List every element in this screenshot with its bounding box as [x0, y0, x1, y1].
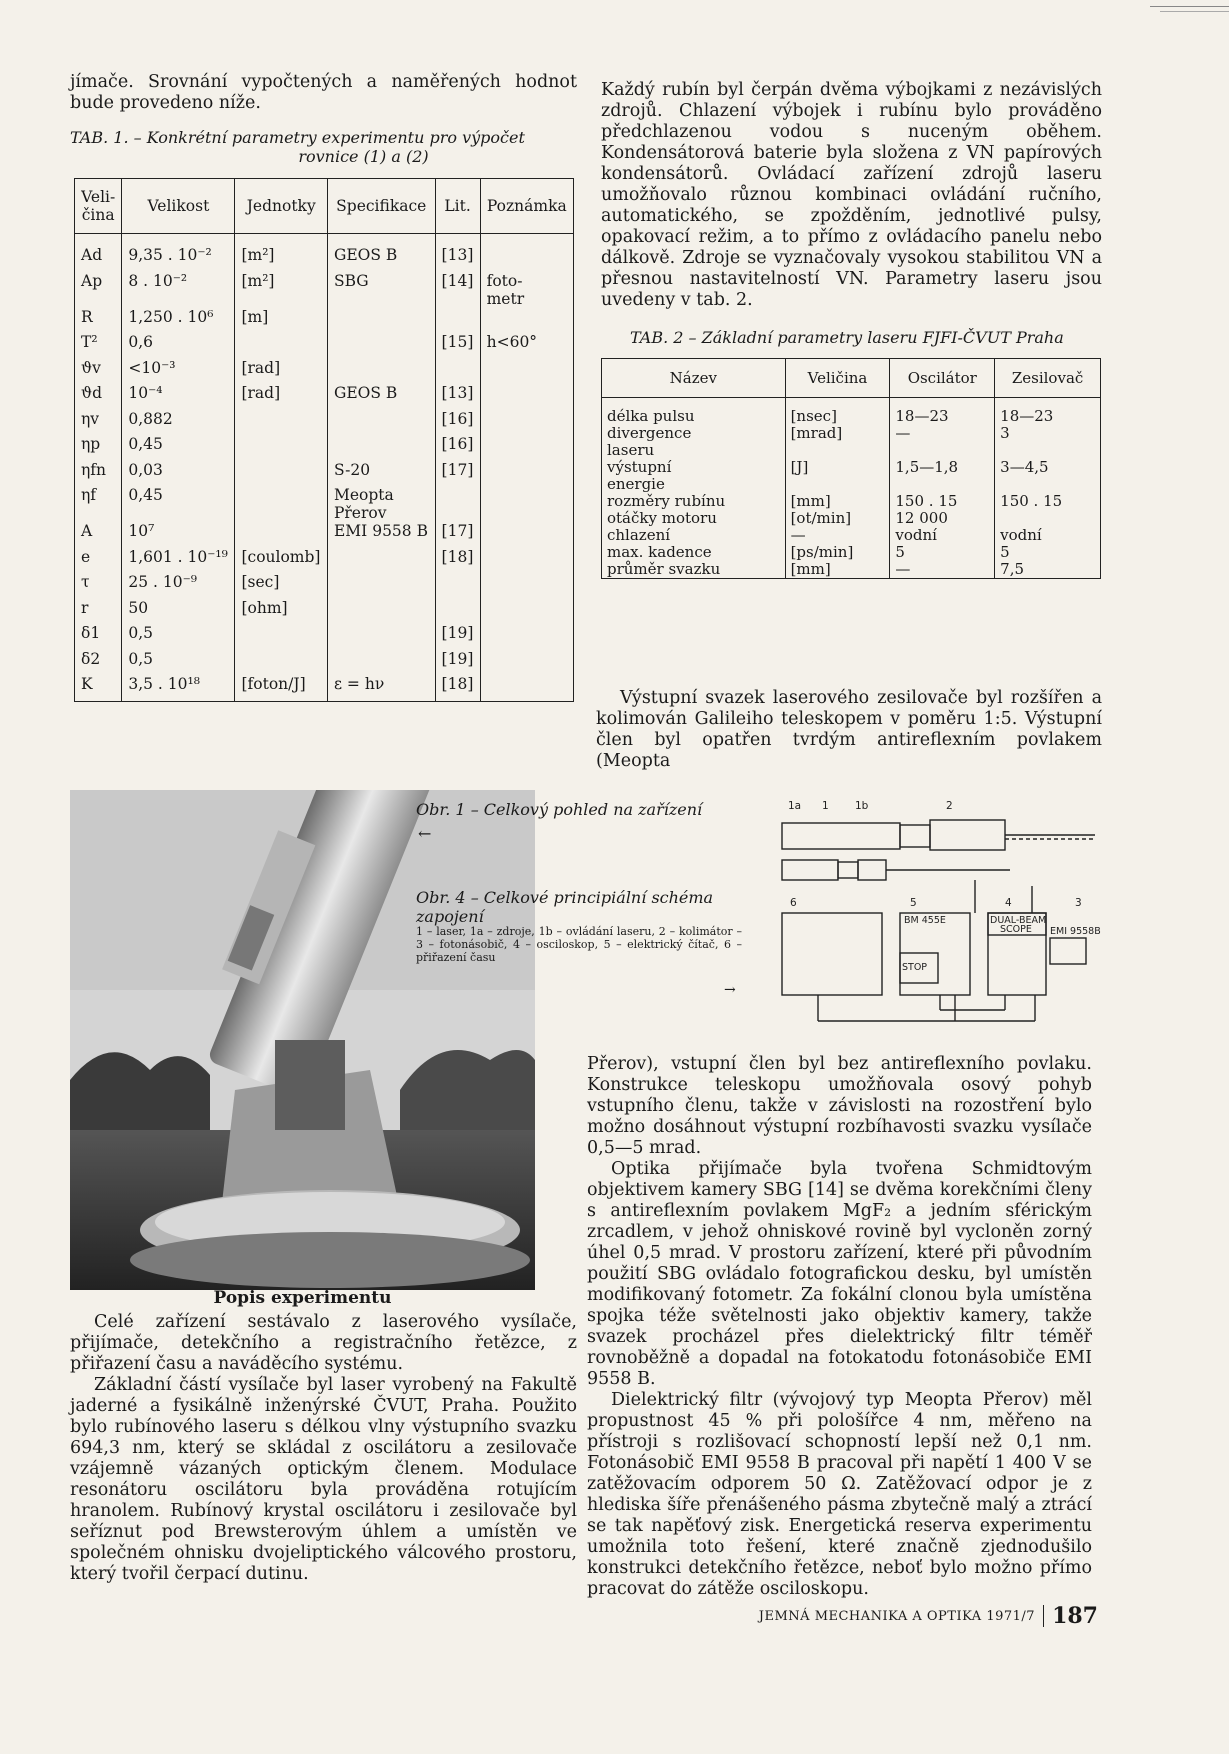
tab1-cell: GEOS B	[327, 234, 435, 272]
tab2-cell: chlazení	[602, 527, 786, 544]
tab1-cell	[480, 461, 573, 487]
tab1-caption-line1: TAB. 1. – Konkrétní parametry experimentu pro výpočet	[70, 128, 525, 147]
tab1-cell: 0,882	[122, 410, 235, 436]
tab2-cell: výstupní energie	[602, 459, 786, 493]
tab1-cell: ϑv	[75, 359, 122, 385]
tab1-caption-line2: rovnice (1) a (2)	[298, 147, 429, 166]
tab1-cell: 10⁷	[122, 522, 235, 548]
tab1-cell: [m²]	[235, 272, 328, 308]
top-rule	[1150, 6, 1229, 7]
tab1-cell	[480, 359, 573, 385]
tab2-cell: [mm]	[785, 493, 890, 510]
tab1-cell: 50	[122, 599, 235, 625]
tab1-cell	[235, 650, 328, 676]
tab2-header-0: Název	[602, 359, 786, 398]
scope-label-2: SCOPE	[1000, 924, 1032, 935]
table-row	[75, 234, 574, 272]
tab1-header-1: Velikost	[122, 179, 235, 234]
tab2-cell: 150 . 15	[995, 493, 1101, 510]
laser-box	[782, 823, 900, 849]
tab1-cell: r	[75, 599, 122, 625]
tab1-cell	[327, 410, 435, 436]
table-row	[75, 486, 574, 522]
tab1-cell: 9,35 . 10⁻²	[122, 234, 235, 272]
tab1-cell: [m]	[235, 308, 328, 334]
table-row	[75, 333, 574, 359]
fig4-legend: 1 – laser, 1a – zdroje, 1b – ovládání laseru, 2 – kolimátor – 3 – fotonásobič, 4 – osciloskop, 5 – elektrický čítač, 6 – přiřazení času	[416, 925, 742, 964]
tab2-header-2: Oscilátor	[890, 359, 995, 398]
table-row	[602, 510, 1101, 527]
tab2-caption: TAB. 2 – Základní parametry laseru FJFI-ČVUT Praha	[630, 328, 1064, 347]
tab2-cell: [ot/min]	[785, 510, 890, 527]
tab1-cell	[435, 486, 480, 522]
tab1-cell	[235, 461, 328, 487]
tab2-cell: vodní	[995, 527, 1101, 544]
table-1	[74, 178, 574, 702]
tab2-cell: —	[785, 527, 890, 544]
right-bottom-p3: Dielektrický filtr (vývojový typ Meopta Přerov) měl propustnost 45 % při pološířce 4 nm, měřeno na přístroji s rozlišovací schopností lepší než 0,1 nm. Fotonásobič EMI 9558 B pracoval při napětí 1 400 V se zatěžovacím odporem 50 Ω. Zatěžovací odpor je z hlediska šíře přenášeného pásma zbytečně malý a ztrácí se tak napěťový zisk. Energetická reserva experimentu umožnila toto řešení, které značně zjednodušilo konstrukci detekčního řetězce, neboť bylo možno přímo pracovat do zátěže osciloskopu.	[587, 1390, 1092, 1599]
tab1-cell: 0,45	[122, 486, 235, 522]
label-4: 4	[1005, 897, 1012, 909]
tab2-cell: 18—23	[890, 398, 995, 426]
tab1-cell: GEOS B	[327, 384, 435, 410]
tab1-cell: 0,03	[122, 461, 235, 487]
tab1-cell: R	[75, 308, 122, 334]
schematic-diagram	[760, 798, 1105, 1033]
footer-divider	[1043, 1605, 1044, 1627]
tab1-cell	[327, 624, 435, 650]
power-box	[782, 860, 838, 880]
tab1-cell: [19]	[435, 624, 480, 650]
scope-label-1: DUAL-BEAM	[990, 915, 1047, 926]
right-bottom-text	[587, 1054, 1092, 1600]
tab1-cell: EMI 9558 B	[327, 522, 435, 548]
tab1-cell	[327, 650, 435, 676]
tab1-cell: T²	[75, 333, 122, 359]
time-box	[782, 913, 882, 995]
tab1-header-5: Poznámka	[480, 179, 573, 234]
right-top-paragraph	[601, 80, 1102, 311]
tab1-cell: K	[75, 675, 122, 701]
tab2-cell: vodní	[890, 527, 995, 544]
tab1-cell	[235, 624, 328, 650]
tab2-cell: [mrad]	[785, 425, 890, 459]
tab1-cell	[235, 333, 328, 359]
tab1-header-4: Lit.	[435, 179, 480, 234]
tab1-cell	[435, 308, 480, 334]
tab1-cell: [14]	[435, 272, 480, 308]
table-row	[602, 459, 1101, 493]
tab1-cell: [rad]	[235, 359, 328, 385]
tab1-cell: [17]	[435, 522, 480, 548]
tab1-cell: [18]	[435, 675, 480, 701]
page-footer	[718, 1603, 1098, 1629]
table-row	[75, 461, 574, 487]
table-row	[75, 573, 574, 599]
table-row	[75, 435, 574, 461]
tab1-cell: 1,601 . 10⁻¹⁹	[122, 548, 235, 574]
tab1-cell	[480, 234, 573, 272]
tab1-cell: 25 . 10⁻⁹	[122, 573, 235, 599]
tab2-cell: 18—23	[995, 398, 1101, 426]
footer-journal: JEMNÁ MECHANIKA A OPTIKA 1971/7	[758, 1608, 1036, 1624]
fig4-caption: Obr. 4 – Celkové principiální schéma zapojení	[416, 888, 714, 926]
tab1-cell: foto- metr	[480, 272, 573, 308]
table-2	[601, 358, 1101, 579]
tab2-header-3: Zesilovač	[995, 359, 1101, 398]
table-row	[75, 548, 574, 574]
tab2-cell: 3—4,5	[995, 459, 1101, 493]
label-3: 3	[1075, 897, 1082, 909]
tab1-cell	[327, 333, 435, 359]
tab1-cell: [sec]	[235, 573, 328, 599]
tab2-cell: rozměry rubínu	[602, 493, 786, 510]
left-top-paragraph: jímače. Srovnání vypočtených a naměřených hodnot bude provedeno níže.	[70, 72, 577, 113]
table-row	[75, 272, 574, 308]
tab1-cell: [m²]	[235, 234, 328, 272]
tab1-cell: [16]	[435, 435, 480, 461]
tab1-cell: 0,45	[122, 435, 235, 461]
tab2-cell: —	[890, 425, 995, 459]
tab1-cell: [13]	[435, 234, 480, 272]
tab2-cell: 12 000	[890, 510, 995, 527]
counter-label: BM 455E	[904, 915, 946, 926]
right-bottom-p2: Optika přijímače byla tvořena Schmidtovým objektivem kamery SBG [14] se dvěma korekčními členy s antireflexním povlakem MgF₂ a jedním sférickým zrcadlem, v jehož ohniskové rovině byl vycloněn zorný úhel 0,5 mrad. V prostoru zařízení, které při původním použití SBG ovládalo fotografickou desku, byl umístěn modifikovaný fotometr. Za fokální clonou byla umístěna spojka téže světelnosti jako objektiv kamery, takže svazek procházel přes dielektrický filtr téměř rovnoběžně a dopadal na fotokatodu fotonásobiče EMI 9558 B.	[587, 1159, 1092, 1389]
tab1-cell: τ	[75, 573, 122, 599]
tab2-cell: 5	[995, 544, 1101, 561]
label-2: 2	[946, 800, 953, 812]
tab1-caption	[70, 128, 577, 166]
tab2-cell: 150 . 15	[890, 493, 995, 510]
right-bottom-p1: Přerov), vstupní člen byl bez antireflexního povlaku. Konstrukce teleskopu umožňovala osový pohyb vstupního členu, takže v závislosti na rozostření bylo možno dosáhnout výstupní rozbíhavosti svazku vysílače 0,5—5 mrad.	[587, 1054, 1092, 1158]
tab1-cell	[327, 308, 435, 334]
tab1-cell: [18]	[435, 548, 480, 574]
tab2-cell: 3	[995, 425, 1101, 459]
tab2-header-1: Veličina	[785, 359, 890, 398]
table-row	[75, 624, 574, 650]
tab2-cell: divergence laseru	[602, 425, 786, 459]
tab1-cell	[327, 599, 435, 625]
tab2-cell: otáčky motoru	[602, 510, 786, 527]
table-row	[602, 425, 1101, 459]
label-5: 5	[910, 897, 917, 909]
tab1-cell: 0,6	[122, 333, 235, 359]
tab1-cell: [coulomb]	[235, 548, 328, 574]
tab1-cell	[480, 486, 573, 522]
table-row	[602, 561, 1101, 579]
tab1-cell: δ1	[75, 624, 122, 650]
fig1-arrow: ←	[418, 824, 432, 843]
table-row	[75, 410, 574, 436]
telescope-photo	[70, 790, 535, 1290]
table-row	[75, 599, 574, 625]
left-bottom-p2: Základní částí vysílače byl laser vyrobený na Fakultě jaderné a fysikálně inženýrské ČVUT, Praha. Použito bylo rubínového laseru s délkou vlny výstupního svazku 694,3 nm, který se skládal z oscilátoru a zesilovače vzájemně vázaných optickým členem. Modulace resonátoru oscilátoru byla prováděna rotujícím hranolem. Rubínový krystal oscilátoru i zesilovače byl seříznut pod Brewsterovým úhlem a umístěn ve společném ohnisku dvojeliptického válcového prostoru, který tvořil čerpací dutinu.	[70, 1375, 577, 1584]
tab1-cell: [19]	[435, 650, 480, 676]
tab2-cell: —	[890, 561, 995, 579]
tab1-cell: [15]	[435, 333, 480, 359]
page-number: 187	[1052, 1603, 1098, 1629]
label-1b: 1b	[855, 800, 869, 812]
tab1-cell: 10⁻⁴	[122, 384, 235, 410]
tab2-cell: max. kadence	[602, 544, 786, 561]
tab1-cell	[480, 308, 573, 334]
tab1-header-3: Specifikace	[327, 179, 435, 234]
tab1-cell	[327, 573, 435, 599]
table-row	[602, 544, 1101, 561]
fig1-caption: Obr. 1 – Celkový pohled na zařízení	[416, 800, 703, 819]
tab1-cell: Ad	[75, 234, 122, 272]
tab1-cell	[480, 599, 573, 625]
table-row	[75, 384, 574, 410]
tab2-cell: [J]	[785, 459, 890, 493]
tab1-cell: 3,5 . 10¹⁸	[122, 675, 235, 701]
control-box	[858, 860, 886, 880]
tab1-cell: δ2	[75, 650, 122, 676]
collimator-box	[930, 820, 1005, 850]
tab1-cell	[480, 573, 573, 599]
tab2-cell: 5	[890, 544, 995, 561]
tab1-cell: <10⁻³	[122, 359, 235, 385]
stop-label: STOP	[902, 962, 928, 973]
tab1-cell: [ohm]	[235, 599, 328, 625]
label-6: 6	[790, 897, 797, 909]
tab1-cell: h<60°	[480, 333, 573, 359]
collimator-link	[900, 825, 930, 847]
tab1-cell	[435, 599, 480, 625]
section-title: Popis experimentu	[213, 1288, 392, 1308]
label-1: 1	[822, 800, 829, 812]
table-row	[75, 650, 574, 676]
tab1-cell	[327, 548, 435, 574]
tab1-cell: e	[75, 548, 122, 574]
tab1-cell: A	[75, 522, 122, 548]
tab1-cell: [16]	[435, 410, 480, 436]
emi-label: EMI 9558B	[1050, 926, 1101, 937]
tab1-cell	[327, 435, 435, 461]
tab1-cell	[235, 522, 328, 548]
tab1-cell	[235, 486, 328, 522]
right-mid-paragraph: Výstupní svazek laserového zesilovače byl rozšířen a kolimován Galileiho teleskopem v poměru 1:5. Výstupní člen byl opatřen tvrdým antireflexním povlakem (Meopta	[596, 688, 1102, 771]
table-row	[602, 493, 1101, 510]
tab1-header-0: Veli- čina	[75, 179, 122, 234]
tab2-cell	[995, 510, 1101, 527]
tab1-cell	[235, 435, 328, 461]
tab1-cell: [17]	[435, 461, 480, 487]
tab1-cell: ηfn	[75, 461, 122, 487]
top-rule-2	[1160, 11, 1229, 12]
tab1-cell	[480, 675, 573, 701]
tab1-cell: ε = hν	[327, 675, 435, 701]
tab1-cell: ηf	[75, 486, 122, 522]
table-row	[75, 359, 574, 385]
tab2-cell: délka pulsu	[602, 398, 786, 426]
tab1-cell	[480, 522, 573, 548]
tab1-cell: Meopta Přerov	[327, 486, 435, 522]
left-bottom-p1: Celé zařízení sestávalo z laserového vysílače, přijímače, detekčního a registračního řetězce, z přiřazení času a naváděcího systému.	[70, 1312, 577, 1374]
tab1-cell: ϑd	[75, 384, 122, 410]
left-bottom-text	[70, 1312, 577, 1585]
tab1-cell	[480, 410, 573, 436]
tab2-cell: 1,5—1,8	[890, 459, 995, 493]
tab1-cell	[480, 548, 573, 574]
tab1-cell: 1,250 . 10⁶	[122, 308, 235, 334]
table-row	[602, 398, 1101, 426]
telescope-photo-drawing	[70, 790, 535, 1290]
tab1-cell	[435, 573, 480, 599]
label-1a: 1a	[788, 800, 802, 812]
tab2-cell: [mm]	[785, 561, 890, 579]
tab1-cell: ηp	[75, 435, 122, 461]
tab1-cell	[480, 624, 573, 650]
tab1-cell: [foton/J]	[235, 675, 328, 701]
tab1-cell: [13]	[435, 384, 480, 410]
table-row	[75, 675, 574, 701]
tab1-cell	[480, 650, 573, 676]
table-row	[75, 522, 574, 548]
tab1-cell: [rad]	[235, 384, 328, 410]
tab1-cell: S-20	[327, 461, 435, 487]
tab2-cell: [nsec]	[785, 398, 890, 426]
tab2-cell: 7,5	[995, 561, 1101, 579]
tab1-cell	[480, 384, 573, 410]
photomultiplier-box	[1050, 938, 1086, 964]
tab1-cell	[235, 410, 328, 436]
tab2-cell: [ps/min]	[785, 544, 890, 561]
right-top-text: Každý rubín byl čerpán dvěma výbojkami z nezávislých zdrojů. Chlazení výbojek i rubínu bylo prováděno předchlazenou vodou s nuceným oběhem. Kondensátorová baterie byla složena z VN papírových kondensátorů. Ovládací zařízení zdrojů laseru umožňovalo různou kombinaci ovládání ručního, automatického, se zpožděním, jednotlivé pulsy, opakovací režim, a to přímo z ovládacího panelu nebo dálkově. Zdroje se vyznačovaly vysokou stabilitou VN a přesnou nastavitelností VN. Parametry laseru jsou uvedeny v tab. 2.	[601, 80, 1102, 310]
tab1-cell: ηv	[75, 410, 122, 436]
tab2-cell: průměr svazku	[602, 561, 786, 579]
tab1-cell	[480, 435, 573, 461]
tab1-cell	[435, 359, 480, 385]
table-row	[75, 308, 574, 334]
tab1-cell: 0,5	[122, 650, 235, 676]
fig4-arrow: →	[724, 982, 736, 998]
tab1-cell	[327, 359, 435, 385]
table-row	[602, 527, 1101, 544]
tab1-cell: SBG	[327, 272, 435, 308]
tab1-cell: 0,5	[122, 624, 235, 650]
tab1-header-2: Jednotky	[235, 179, 328, 234]
tab1-cell: 8 . 10⁻²	[122, 272, 235, 308]
tab1-cell: Ap	[75, 272, 122, 308]
